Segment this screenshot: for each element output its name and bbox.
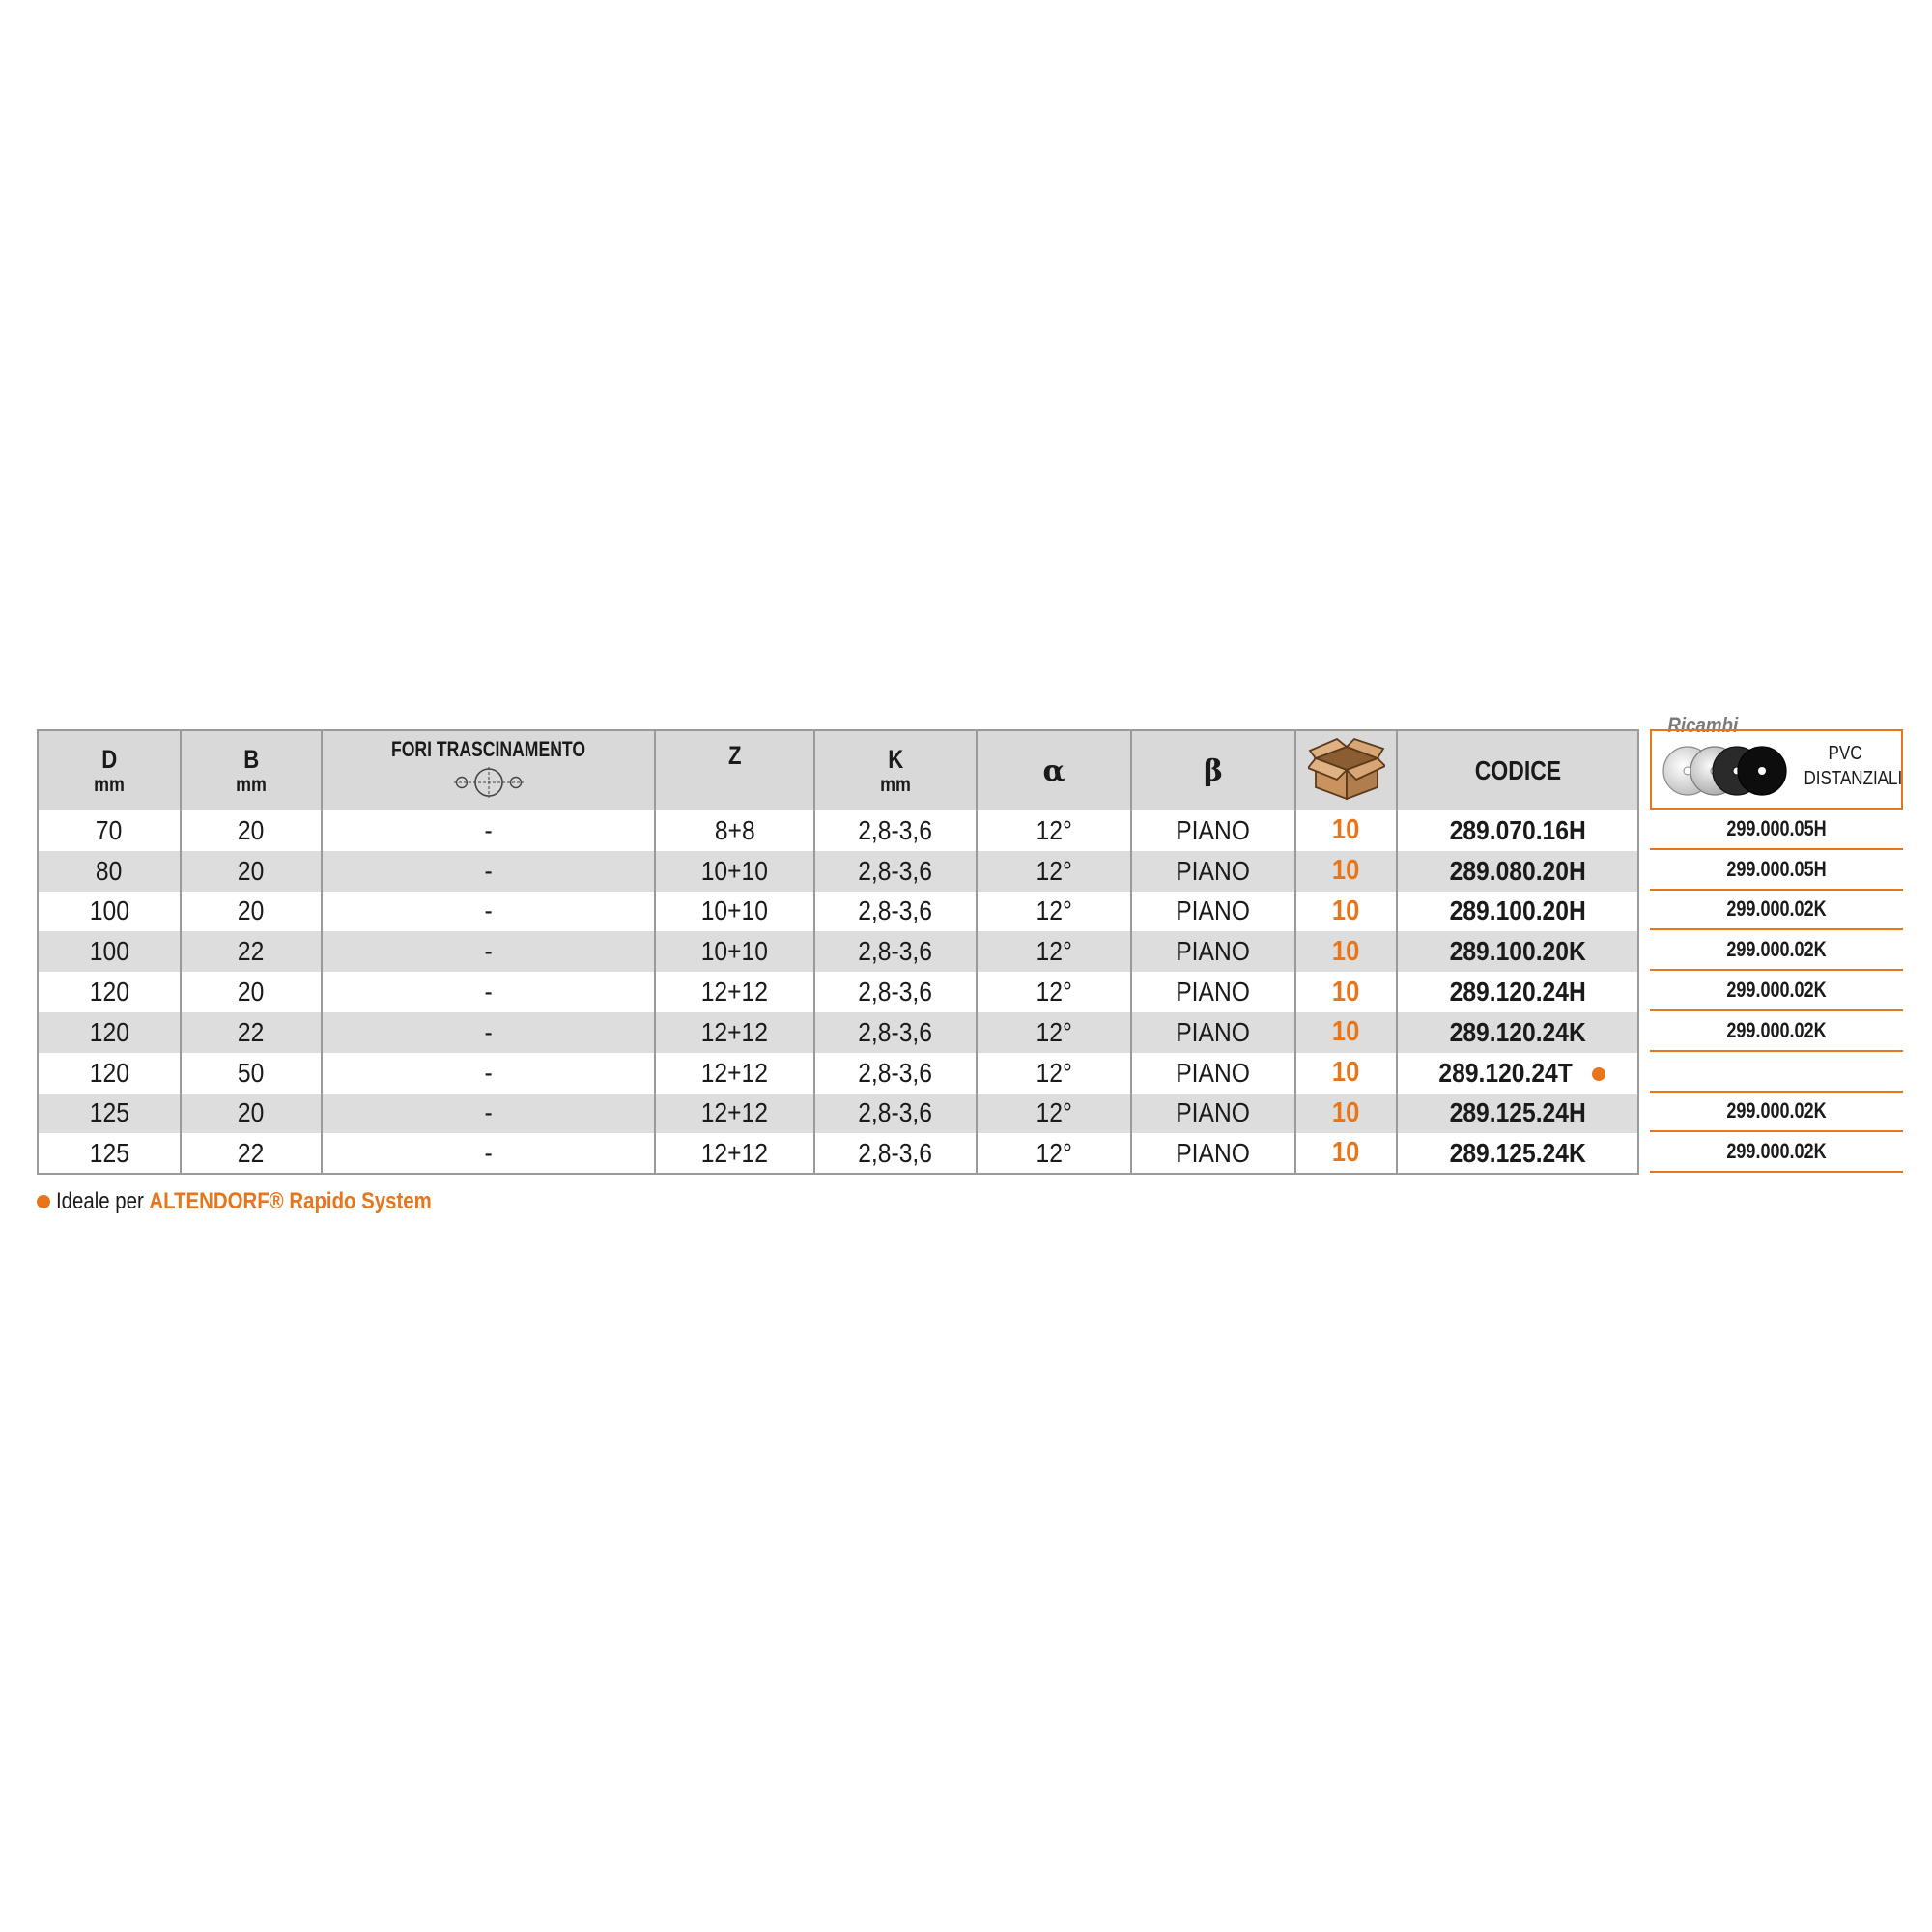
cell-codice: 289.125.24K [1397,1133,1638,1174]
cell-d: 120 [89,977,129,1008]
cell-d: 125 [89,1097,129,1128]
cell-d: 100 [89,895,129,926]
cell-k: 2,8-3,6 [814,810,977,851]
cell-d: 70 [96,814,123,845]
cell-b: 20 [181,1094,322,1134]
header-alpha: α [977,730,1131,810]
table-row [38,1012,1638,1053]
cell-beta: PIANO [1131,931,1295,972]
drive-holes-icon [452,766,526,799]
cell-alpha: 12° [977,892,1131,932]
cell-fori: - [322,892,655,932]
cell-b: 20 [181,851,322,892]
ricambi-row: 299.000.05H [1650,850,1903,891]
cell-b: 22 [181,931,322,972]
cell-codice: 289.100.20K [1397,931,1638,972]
cell-k: 2,8-3,6 [814,931,977,972]
table-row [38,1094,1638,1134]
table-row [38,931,1638,972]
cell-alpha: 12° [977,1094,1131,1134]
cell-fori: - [322,1094,655,1134]
table-row [38,892,1638,932]
cell-fori: - [322,810,655,851]
ricambi-row: 299.000.05H [1650,810,1903,850]
cell-z: 12+12 [655,1094,814,1134]
header-d: D mm [94,745,125,796]
cell-codice: 289.070.16H [1397,810,1638,851]
spacer-discs-icon [1662,745,1789,797]
cell-alpha: 12° [977,1053,1131,1094]
cell-beta: PIANO [1131,810,1295,851]
cell-alpha: 12° [977,851,1131,892]
cell-pack-qty: 10 [1295,1133,1397,1174]
cell-alpha: 12° [977,810,1131,851]
ricambi-list [1650,810,1903,1173]
ricambi-header [1650,729,1903,810]
cell-k: 2,8-3,6 [814,1053,977,1094]
cell-d: 80 [96,855,123,886]
header-beta: β [1131,730,1295,810]
cell-pack-qty: 10 [1295,892,1397,932]
table-header-row [38,730,1638,810]
cell-fori: - [322,1012,655,1053]
cell-fori: - [322,972,655,1012]
cell-d: 120 [89,1057,129,1088]
spec-table [37,729,1639,1175]
cell-alpha: 12° [977,931,1131,972]
table-row [38,810,1638,851]
cell-d: 100 [89,936,129,967]
cell-pack-qty: 10 [1295,810,1397,851]
cell-b: 50 [181,1053,322,1094]
ricambi-row: 299.000.02K [1650,1093,1903,1133]
cell-b: 20 [181,892,322,932]
cell-pack-qty: 10 [1295,972,1397,1012]
cell-k: 2,8-3,6 [814,851,977,892]
header-b: B mm [181,730,322,810]
cell-pack-qty: 10 [1295,851,1397,892]
cell-beta: PIANO [1131,1133,1295,1174]
cell-z: 12+12 [655,1053,814,1094]
ricambi-row: 299.000.02K [1650,971,1903,1011]
cell-fori: - [322,851,655,892]
cell-z: 12+12 [655,972,814,1012]
cell-codice: 289.125.24H [1397,1094,1638,1134]
footnote-brand: ALTENDORF® Rapido System [149,1188,432,1214]
cell-z: 10+10 [655,851,814,892]
header-pack [1295,730,1397,810]
ricambi-title: PVC DISTANZIALI [1804,743,1903,789]
spec-table-body [38,810,1638,1174]
cell-d: 120 [89,1016,129,1047]
cell-codice: 289.120.24H [1397,972,1638,1012]
cell-z: 10+10 [655,892,814,932]
cell-codice: 289.100.20H [1397,892,1638,932]
cell-beta: PIANO [1131,1094,1295,1134]
cell-codice: 289.120.24T [1397,1053,1638,1094]
cell-beta: PIANO [1131,851,1295,892]
table-row [38,972,1638,1012]
ricambi-row: 299.000.02K [1650,1011,1903,1052]
box-icon [1308,737,1385,801]
header-fori-trascinamento: FORI TRASCINAMENTO [322,730,655,810]
table-row [38,1133,1638,1174]
cell-codice: 289.080.20H [1397,851,1638,892]
ricambi-row: 299.000.02K [1650,930,1903,971]
cell-z: 12+12 [655,1012,814,1053]
orange-dot-icon [1592,1067,1605,1081]
cell-alpha: 12° [977,972,1131,1012]
cell-beta: PIANO [1131,892,1295,932]
cell-beta: PIANO [1131,1012,1295,1053]
cell-alpha: 12° [977,1012,1131,1053]
ricambi-row: 299.000.02K [1650,1132,1903,1173]
footnote: Ideale per ALTENDORF® Rapido System [37,1188,497,1215]
cell-k: 2,8-3,6 [814,1133,977,1174]
ricambi-row: 299.000.02K [1650,891,1903,931]
header-codice: CODICE [1397,730,1638,810]
cell-k: 2,8-3,6 [814,1094,977,1134]
cell-beta: PIANO [1131,1053,1295,1094]
cell-k: 2,8-3,6 [814,892,977,932]
cell-fori: - [322,931,655,972]
cell-pack-qty: 10 [1295,1094,1397,1134]
table-row [38,851,1638,892]
cell-b: 22 [181,1012,322,1053]
cell-pack-qty: 10 [1295,1053,1397,1094]
cell-z: 10+10 [655,931,814,972]
cell-pack-qty: 10 [1295,1012,1397,1053]
cell-codice: 289.120.24K [1397,1012,1638,1053]
orange-dot-icon [37,1195,50,1208]
cell-k: 2,8-3,6 [814,1012,977,1053]
ricambi-row [1650,1052,1903,1093]
cell-d: 125 [89,1137,129,1168]
cell-b: 20 [181,972,322,1012]
header-z: Z [655,730,814,810]
cell-b: 20 [181,810,322,851]
cell-b: 22 [181,1133,322,1174]
cell-k: 2,8-3,6 [814,972,977,1012]
table-row [38,1053,1638,1094]
cell-fori: - [322,1053,655,1094]
cell-beta: PIANO [1131,972,1295,1012]
ricambi-label: Ricambi [1664,713,1742,738]
header-k: K mm [814,730,977,810]
cell-pack-qty: 10 [1295,931,1397,972]
cell-fori: - [322,1133,655,1174]
cell-alpha: 12° [977,1133,1131,1174]
cell-z: 8+8 [655,810,814,851]
cell-z: 12+12 [655,1133,814,1174]
